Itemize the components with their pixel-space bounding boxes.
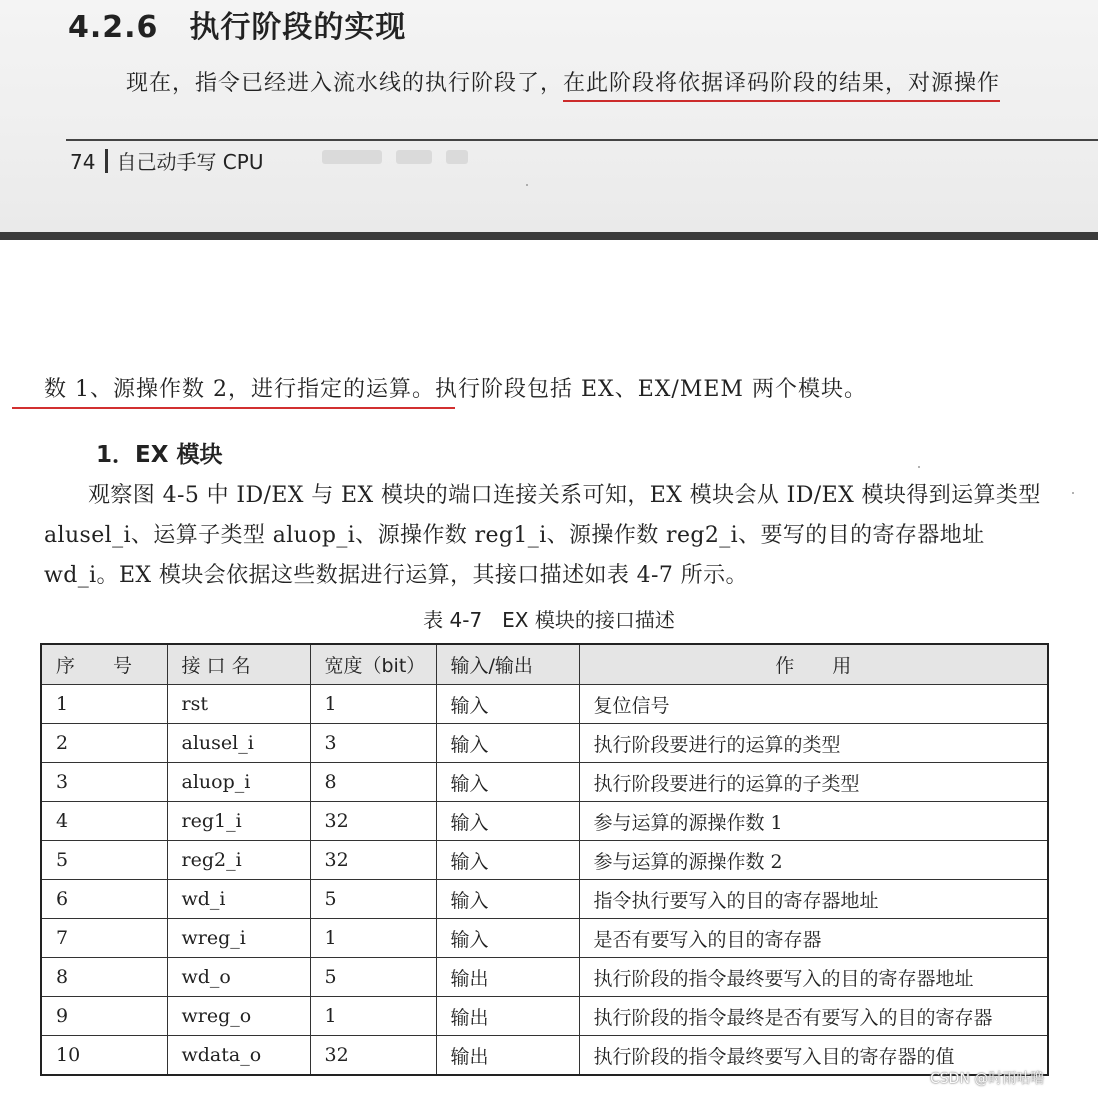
cell-width: 1 xyxy=(310,919,436,958)
cell-index: 1 xyxy=(41,685,167,724)
cell-port-name: wreg_i xyxy=(167,919,310,958)
table-row xyxy=(41,841,1048,880)
table-row xyxy=(41,880,1048,919)
cell-direction: 输入 xyxy=(436,802,579,841)
ex-module-heading: 1．EX 模块 xyxy=(96,442,223,468)
header-direction: 输入/输出 xyxy=(436,644,579,685)
table-row xyxy=(41,997,1048,1036)
cell-width: 32 xyxy=(310,802,436,841)
cell-port-name: reg1_i xyxy=(167,802,310,841)
scan-speck xyxy=(1072,492,1074,494)
continuation-line xyxy=(44,372,867,403)
cell-index: 3 xyxy=(41,763,167,802)
cell-width: 1 xyxy=(310,997,436,1036)
cell-width: 1 xyxy=(310,685,436,724)
table-row xyxy=(41,1036,1048,1076)
cell-direction: 输入 xyxy=(436,685,579,724)
page-separator xyxy=(0,232,1098,240)
cell-index: 8 xyxy=(41,958,167,997)
cell-width: 5 xyxy=(310,880,436,919)
cell-index: 7 xyxy=(41,919,167,958)
footer-rule xyxy=(66,139,1098,141)
table-row xyxy=(41,724,1048,763)
cell-port-name: wreg_o xyxy=(167,997,310,1036)
footer-divider xyxy=(105,149,108,173)
table-row xyxy=(41,685,1048,724)
cell-port-name: wdata_o xyxy=(167,1036,310,1076)
book-title: 自己动手写 CPU xyxy=(116,150,264,174)
header-width: 宽度（bit） xyxy=(310,644,436,685)
cell-direction: 输出 xyxy=(436,958,579,997)
cell-direction: 输入 xyxy=(436,880,579,919)
table-row xyxy=(41,763,1048,802)
cell-direction: 输入 xyxy=(436,763,579,802)
bleed-through-mark xyxy=(396,150,432,164)
table-row xyxy=(41,802,1048,841)
cell-port-name: wd_i xyxy=(167,880,310,919)
cell-index: 6 xyxy=(41,880,167,919)
intro-text: 现在，指令已经进入流水线的执行阶段了， xyxy=(126,71,564,96)
ex-module-description: 观察图 4-5 中 ID/EX 与 EX 模块的端口连接关系可知，EX 模块会从 ID/EX 模块得到运算类型 alusel_i、运算子类型 aluop_i、源操作数 reg1_i、源操作数 reg2_i、要写的目的寄存器地址 wd_i。EX 模块会依据这些数据进行运算，其接口描述如表 4-7 所示。 xyxy=(44,483,1041,588)
cell-direction: 输入 xyxy=(436,841,579,880)
red-underline xyxy=(12,407,455,409)
cell-direction: 输出 xyxy=(436,1036,579,1076)
table-header-row xyxy=(41,644,1048,685)
cell-width: 5 xyxy=(310,958,436,997)
bleed-through-mark xyxy=(322,150,382,164)
cell-index: 2 xyxy=(41,724,167,763)
scan-speck xyxy=(526,184,528,186)
interface-table xyxy=(40,643,1049,1076)
header-port-name: 接 口 名 xyxy=(167,644,310,685)
header-function: 作 用 xyxy=(579,644,1048,685)
intro-underlined-text: 在此阶段将依据译码阶段的结果，对源操作 xyxy=(563,71,1000,102)
cell-width: 8 xyxy=(310,763,436,802)
cell-function: 执行阶段的指令最终是否有要写入的目的寄存器 xyxy=(579,997,1048,1036)
continuation-text: 执行阶段包括 EX、EX/MEM 两个模块。 xyxy=(434,377,867,402)
cell-port-name: alusel_i xyxy=(167,724,310,763)
cell-function: 执行阶段要进行的运算的类型 xyxy=(579,724,1048,763)
page-footer xyxy=(70,146,263,175)
cell-width: 32 xyxy=(310,841,436,880)
cell-function: 是否有要写入的目的寄存器 xyxy=(579,919,1048,958)
cell-width: 32 xyxy=(310,1036,436,1076)
table-row xyxy=(41,919,1048,958)
cell-index: 9 xyxy=(41,997,167,1036)
cell-function: 执行阶段要进行的运算的子类型 xyxy=(579,763,1048,802)
cell-index: 4 xyxy=(41,802,167,841)
intro-paragraph xyxy=(126,66,1000,97)
cell-port-name: reg2_i xyxy=(167,841,310,880)
header-index: 序 号 xyxy=(41,644,167,685)
bleed-through-mark xyxy=(446,150,468,164)
cell-port-name: wd_o xyxy=(167,958,310,997)
cell-port-name: rst xyxy=(167,685,310,724)
cell-direction: 输入 xyxy=(436,919,579,958)
cell-function: 参与运算的源操作数 2 xyxy=(579,841,1048,880)
cell-width: 3 xyxy=(310,724,436,763)
page-number: 74 xyxy=(70,150,96,174)
cell-function: 执行阶段的指令最终要写入的目的寄存器地址 xyxy=(579,958,1048,997)
cell-direction: 输出 xyxy=(436,997,579,1036)
cell-function: 参与运算的源操作数 1 xyxy=(579,802,1048,841)
scan-speck xyxy=(918,466,920,468)
table-caption: 表 4-7 EX 模块的接口描述 xyxy=(423,608,675,632)
table-row xyxy=(41,958,1048,997)
cell-function: 复位信号 xyxy=(579,685,1048,724)
csdn-watermark: CSDN @时雨咕噜 xyxy=(930,1071,1045,1087)
cell-index: 10 xyxy=(41,1036,167,1076)
cell-index: 5 xyxy=(41,841,167,880)
top-page xyxy=(0,0,1098,232)
cell-port-name: aluop_i xyxy=(167,763,310,802)
cell-function: 执行阶段的指令最终要写入目的寄存器的值 xyxy=(579,1036,1048,1076)
cell-function: 指令执行要写入的目的寄存器地址 xyxy=(579,880,1048,919)
cell-direction: 输入 xyxy=(436,724,579,763)
section-title: 4.2.6 执行阶段的实现 xyxy=(68,10,407,45)
continuation-underlined-text: 数 1、源操作数 2，进行指定的运算。 xyxy=(44,377,435,402)
